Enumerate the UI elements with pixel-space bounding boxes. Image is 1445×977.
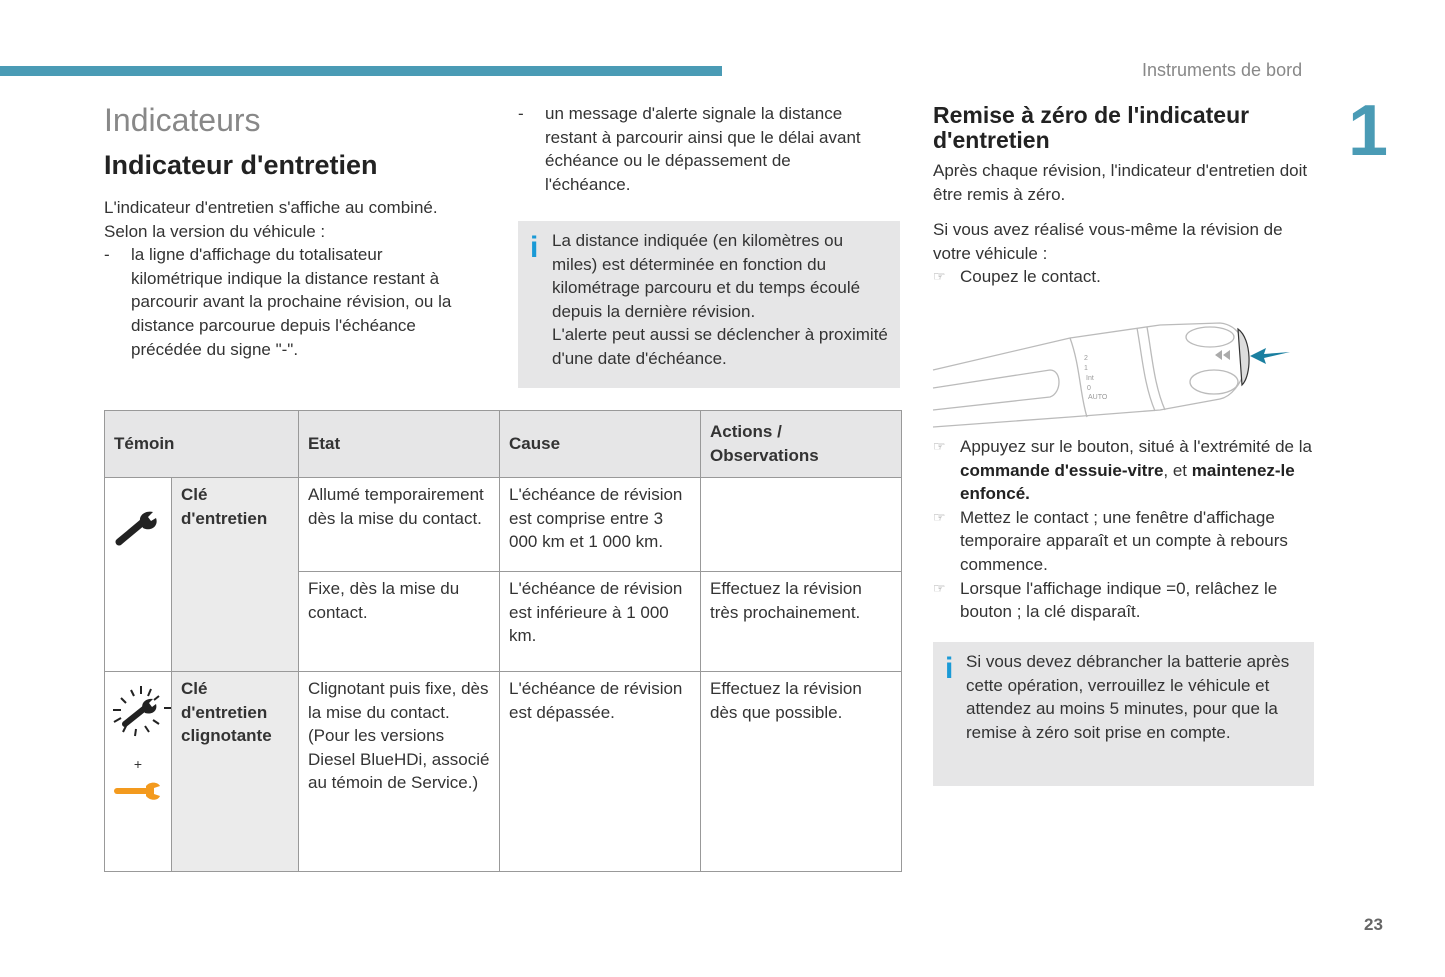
reset-p1: Après chaque révision, l'indicateur d'entretien doit être remis à zéro. — [933, 161, 1308, 204]
info-text: La distance indiquée (en kilomètres ou miles) est déterminée en fonction du kilométrage parcouru et du temps écoulé depuis la dernière révision. — [552, 231, 861, 321]
flashing-wrench-icon — [109, 684, 173, 742]
page-number: 23 — [1364, 915, 1383, 934]
stalk-label: Int — [1086, 375, 1094, 382]
temoin-name: Clé d'entretien clignotante — [172, 672, 299, 872]
info-text: Si vous devez débrancher la batterie après cette opération, verrouillez le véhicule et attendez au moins 5 minutes, pour que la remise à zéro soit prise en compte. — [966, 652, 1290, 742]
wrench-cell — [105, 478, 172, 672]
step-2: Appuyez sur le bouton, situé à l'extrémité de la commande d'essuie-vitre, et maintenez-le enfoncé. — [960, 437, 1312, 504]
wrench-icon — [115, 508, 161, 548]
bullet-text: un message d'alerte signale la distance restant à parcourir ainsi que le délai avant échéance ou le dépassement de l'échéance. — [545, 104, 861, 194]
header-etat: Etat — [299, 411, 500, 478]
header-actions: Actions / Observations — [701, 411, 902, 478]
section-title: Instruments de bord — [1142, 60, 1303, 80]
bullet-text: la ligne d'affichage du totalisateur kilométrique indique la distance restant à parcourir avant la prochaine révision, ou la distance parcourue depuis l'échéance précédée du signe "-". — [131, 245, 452, 359]
table-row — [105, 672, 902, 872]
battery-info-box — [933, 642, 1314, 786]
cause-cell: L'échéance de révision est dépassée. — [500, 672, 701, 872]
stalk-label: 1 — [1084, 365, 1088, 372]
info-icon: i — [530, 231, 539, 264]
step-4: Lorsque l'affichage indique =0, relâchez le bouton ; la clé disparaît. — [960, 578, 1278, 622]
action-cell: Effectuez la révision dès que possible. — [701, 672, 902, 872]
pointing-hand-icon: ☞ — [933, 579, 946, 596]
plus-sign: + — [133, 755, 143, 772]
table-header-row — [105, 411, 902, 478]
pointing-hand-icon: ☞ — [933, 438, 946, 454]
cause-cell: L'échéance de révision est comprise entre 3 000 km et 1 000 km. — [500, 478, 701, 572]
etat-cell: Clignotant puis fixe, dès la mise du contact. (Pour les versions Diesel BlueHDi, associé au témoin de Service.) — [299, 672, 500, 872]
middle-block — [518, 102, 868, 196]
cause-cell: L'échéance de révision est inférieure à 1 000 km. — [500, 572, 701, 672]
etat-cell: Fixe, dès la mise du contact. — [299, 572, 500, 672]
intro-block — [104, 196, 474, 361]
header-accent-bar — [0, 66, 722, 76]
action-cell — [701, 478, 902, 572]
stalk-label: 2 — [1084, 355, 1088, 362]
intro-text: L'indicateur d'entretien s'affiche au combiné. Selon la version du véhicule : — [104, 198, 438, 241]
pointing-hand-icon: ☞ — [933, 268, 946, 285]
header-cause: Cause — [500, 411, 701, 478]
stalk-label: AUTO — [1088, 394, 1108, 401]
section-heading: Indicateur d'entretien — [104, 150, 378, 180]
header-temoin: Témoin — [105, 411, 299, 478]
step-3: Mettez le contact ; une fenêtre d'affichage temporaire apparaît et un compte à rebours commence. — [960, 507, 1288, 574]
dash-bullet: - — [518, 104, 524, 123]
indicator-table — [104, 410, 902, 872]
dash-bullet: - — [104, 245, 110, 265]
reset-heading: Remise à zéro de l'indicateur d'entretien — [933, 102, 1250, 153]
orange-wrench-icon — [114, 780, 162, 802]
flashing-wrench-cell — [105, 672, 172, 872]
reset-steps — [933, 435, 1318, 624]
chapter-number: 1 — [1348, 91, 1389, 171]
temoin-name: Clé d'entretien — [172, 478, 299, 672]
info-text-2: L'alerte peut aussi se déclencher à proximité d'une date d'échéance. — [552, 325, 888, 368]
table-row — [105, 478, 902, 572]
etat-cell: Allumé temporairement dès la mise du contact. — [299, 478, 500, 572]
stalk-label: 0 — [1087, 385, 1091, 392]
info-box — [518, 221, 900, 388]
reset-intro — [933, 159, 1313, 289]
info-icon: i — [945, 652, 954, 685]
page-title: Indicateurs — [104, 102, 261, 138]
step-1: Coupez le contact. — [960, 267, 1101, 287]
pointing-hand-icon: ☞ — [933, 508, 946, 525]
wiper-stalk-illustration — [930, 315, 1300, 435]
reset-p2: Si vous avez réalisé vous-même la révision de votre véhicule : — [933, 220, 1283, 263]
action-cell: Effectuez la révision très prochainement. — [701, 572, 902, 672]
